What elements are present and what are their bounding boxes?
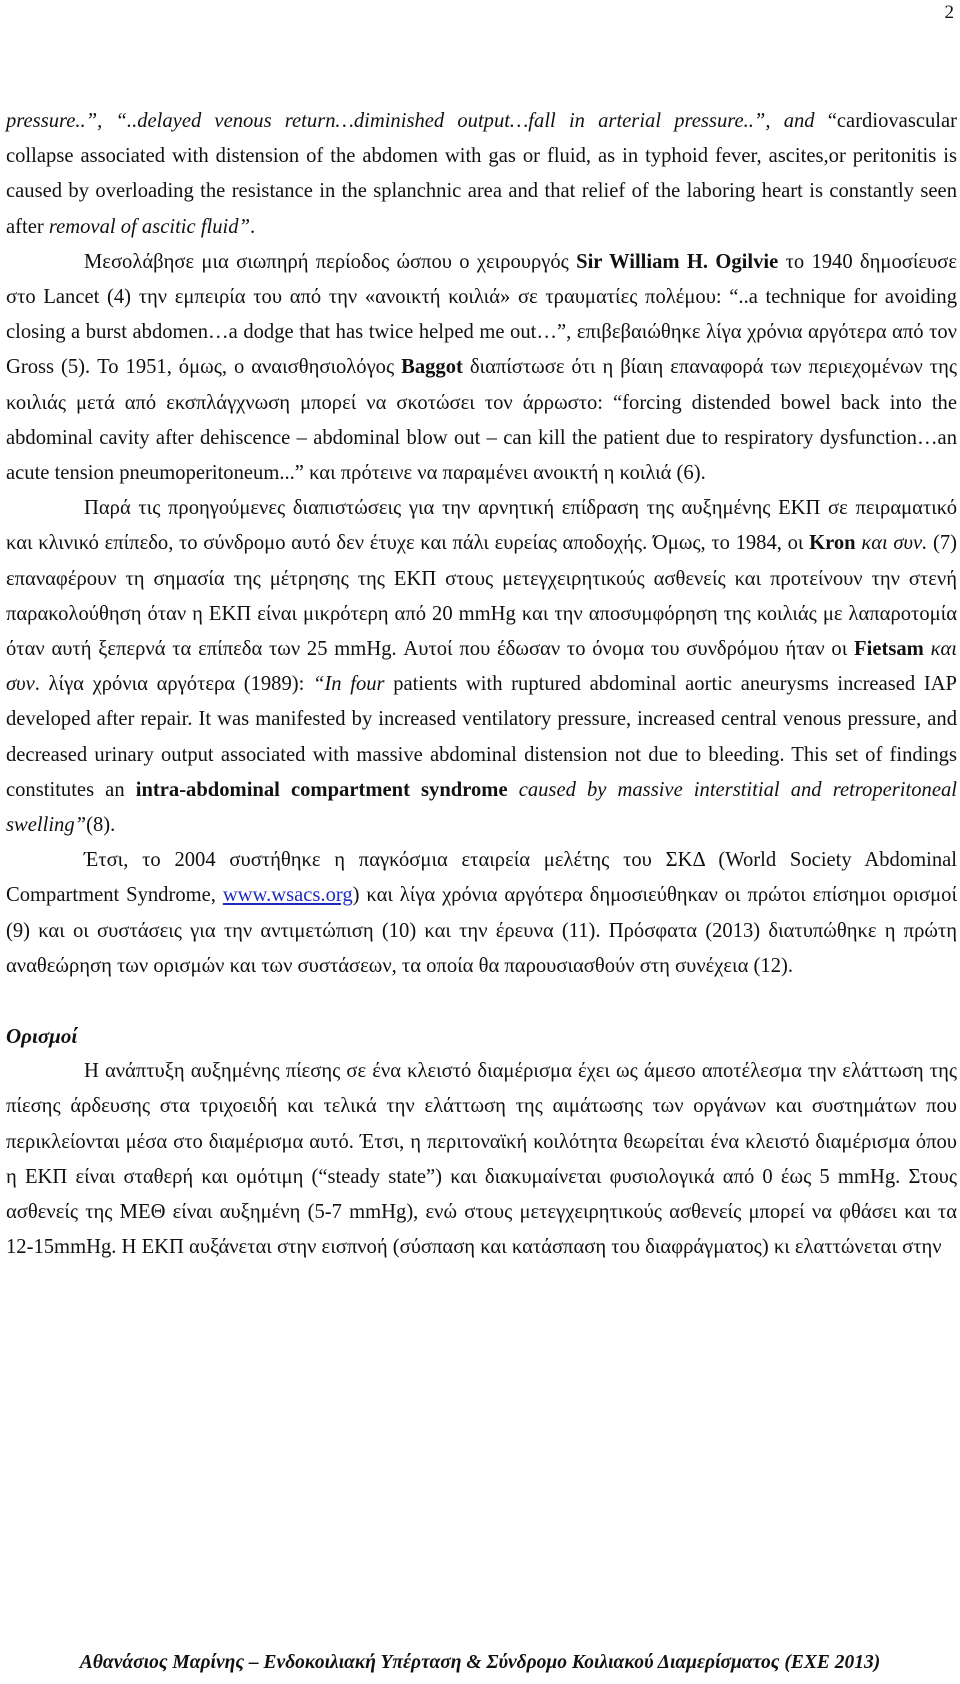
paragraph-text: το 1940 δημοσίευσε στο Lancet (4) την εμπειρία του από την «ανοικτή κοιλιά» σε τραυματίες πολέμου: “..a technique for avoiding closing a burst abdomen…a dodge that has twice helped me out…”, επιβεβαιώθηκε λίγα χρόνια αργότερα από τον Gross (5). Το 1951, όμως, ο αναισθησιολόγος xyxy=(6,250,957,379)
quote-text: patients with ruptured abdominal aortic aneurysms increased IAP developed after repair. It was manifested by increased ventilatory pressure, increased central venous pressure, and decreased urinary output associated with massive abdominal distension not due to bleeding. This set of findings constitutes an xyxy=(6,673,957,801)
author-name: Baggot xyxy=(401,356,463,379)
author-name: Sir William H. Ogilvie xyxy=(576,250,779,273)
paragraph-text: ) και λίγα χρόνια αργότερα δημοσιεύθηκαν οι πρώτοι επίσημοι ορισμοί (9) και οι συστάσεις για την αντιμετώπιση (10) και την έρευνα (11). Πρόσφατα (2013) διατυπώθηκε η πρώτη αναθεώρηση των ορισμών και των συστάσεων, τα οποία θα παρουσιασθούν στη συνέχεια (12). xyxy=(6,884,957,977)
term-highlight: intra-abdominal compartment syndrome xyxy=(135,778,508,801)
author-name: Kron xyxy=(809,532,856,555)
paragraph-3 xyxy=(6,491,957,843)
citation: (8). xyxy=(86,814,116,837)
paragraph-gap xyxy=(6,984,957,1019)
paragraph-text: . λίγα χρόνια αργότερα (1989): xyxy=(34,673,313,696)
paragraph-text: , and xyxy=(765,110,828,132)
quote-text: “In four xyxy=(312,673,385,696)
quote-text: caused by massive interstitial and retroperitoneal swelling” xyxy=(6,778,957,837)
paragraph-4 xyxy=(6,843,957,984)
quote-text: “cardiovascular collapse associated with distension of the abdomen with gas or fluid, as in typhoid fever, ascites,or peritonitis is caused by overloading the resistance in the splanchnic area and that relief of the laboring heart is constantly seen after xyxy=(6,110,957,238)
paragraph-text: Παρά τις προηγούμενες διαπιστώσεις για την αρνητική επίδραση της αυξημένης ΕΚΠ σε πειραματικό και κλινικό επίπεδο, το σύνδρομο αυτό δεν έτυχε και πάλι ευρείας αποδοχής. Όμως, το 1984, οι xyxy=(6,497,957,555)
quote-text: removal of ascitic fluid” xyxy=(48,215,251,238)
page-number: 2 xyxy=(944,2,954,23)
author-name: Fietsam xyxy=(854,638,924,661)
paragraph-1 xyxy=(6,104,957,245)
paragraph-text: . xyxy=(250,215,256,238)
section-heading: Ορισμοί xyxy=(6,1024,78,1049)
page-footer: Αθανάσιος Μαρίνης – Ενδοκοιλιακή Υπέρταση & Σύνδρομο Κοιλιακού Διαμερίσματος (ΕΧΕ 2013) xyxy=(79,1652,881,1673)
paragraph-5 xyxy=(6,1054,957,1265)
et-al: και συν xyxy=(6,638,958,696)
quote-text: pressure..”, “..delayed venous return…diminished output…fall in arterial pressure..” xyxy=(6,110,766,132)
body-text xyxy=(6,104,957,1266)
paragraph-text: (7) επαναφέρουν τη σημασία της μέτρησης της ΕΚΠ στους μετεγχειρητικούς ασθενείς και προτείνουν την στενή παρακολούθηση όταν η ΕΚΠ είναι μικρότερη από 20 mmHg και την αποσυμφόρηση της κοιλιάς με λαπαροτομία όταν αυτή ξεπερνά τα επίπεδα των 25 mmHg. Αυτοί που έδωσαν το όνομα του συνδρόμου ήταν οι xyxy=(6,532,957,661)
paragraph-text: Έτσι, το 2004 συστήθηκε η παγκόσμια εταιρεία μελέτης του ΣΚΔ (World Society Abdominal Compartment Syndrome, xyxy=(6,849,957,907)
paragraph-text: Η ανάπτυξη αυξημένης πίεσης σε ένα κλειστό διαμέρισμα έχει ως άμεσο αποτέλεσμα την ελάττωση της πίεσης άρδευσης στα τριχοειδή και τελικά την ελάττωση της αιμάτωσης των οργάνων και συστημάτων που περικλείονται μέσα στο διαμέρισμα αυτό. Έτσι, η περιτοναϊκή κοιλότητα θεωρείται ένα κλειστό διαμέρισμα όπου η ΕΚΠ είναι σταθερή και ομότιμη (“steady state”) και διακυμαίνεται φυσιολογικά από 0 έως 5 mmHg. Στους ασθενείς της ΜΕΘ είναι αυξημένη (5-7 mmHg), ενώ στους μετεγχειρητικούς ασθενείς μπορεί να φθάσει και τα 12-15mmHg. Η ΕΚΠ αυξάνεται στην εισπνοή (σύσπαση και κατάσπαση του διαφράγματος) κι ελαττώνεται στην xyxy=(6,1060,957,1259)
paragraph-text: διαπίστωσε ότι η βίαιη επαναφορά των περιεχομένων της κοιλιάς μετά από εκσπλάγχνωση μπορεί να σκοτώσει τον άρρωστο: “forcing distended bowel back into the abdominal cavity after dehiscence – abdominal blow out – can kill the patient due to respiratory dysfunction…an acute tension pneumoperitoneum...” και πρότεινε να παραμένει ανοικτή η κοιλιά (6). xyxy=(6,356,958,485)
paragraph-text: Μεσολάβησε μια σιωπηρή περίοδος ώσπου ο χειρουργός xyxy=(84,250,577,273)
paragraph-2 xyxy=(6,245,957,491)
wsacs-link[interactable]: www.wsacs.org xyxy=(222,884,353,907)
et-al: και συν. xyxy=(861,532,928,555)
